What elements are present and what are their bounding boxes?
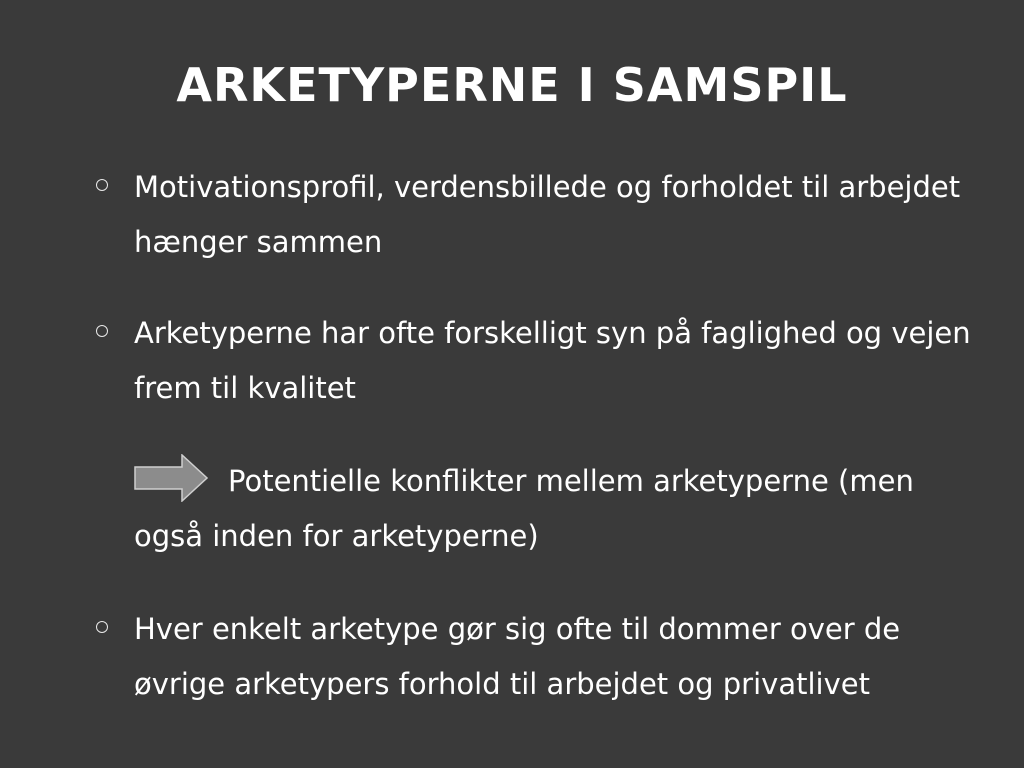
right-arrow-icon: [134, 454, 208, 502]
slide-title: ARKETYPERNE I SAMSPIL: [176, 58, 848, 112]
bullet-text: Motivationsprofil, verdensbillede og forholdet til arbejdet hænger sammen: [134, 170, 961, 259]
hollow-circle-icon: [96, 179, 108, 191]
bullet-text: Arketyperne har ofte forskelligt syn på faglighed og vejen frem til kvalitet: [134, 316, 971, 405]
bullet-item: [96, 602, 976, 712]
bullet-item: [96, 306, 976, 416]
bullet-item: [96, 160, 976, 270]
arrow-note-text: Potentielle konflikter mellem arketyperne (men også inden for arketyperne): [134, 464, 914, 553]
hollow-circle-icon: [96, 621, 108, 633]
arrow-note: [134, 454, 976, 564]
hollow-circle-icon: [96, 325, 108, 337]
bullet-text: Hver enkelt arketype gør sig ofte til dommer over de øvrige arketypers forhold til arbejdet og privatlivet: [134, 612, 901, 701]
